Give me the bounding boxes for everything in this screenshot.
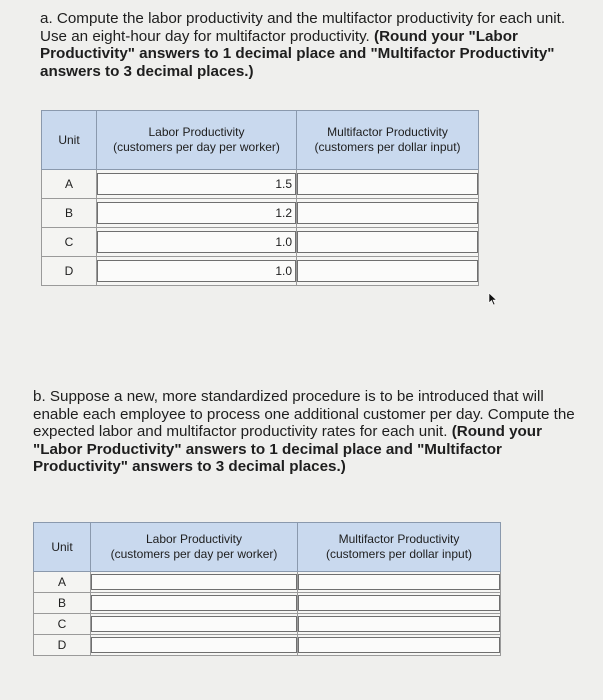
unit-label: D: [34, 635, 91, 656]
table-header-row: [42, 111, 479, 170]
part-b-rounding-note: (Round your "Labor Productivity" answers to 1 decimal place and "Multifactor Productivity" answers to 3 decimal places.): [33, 423, 542, 475]
labor-input-c[interactable]: 1.0: [97, 231, 296, 253]
unit-label: A: [34, 572, 91, 593]
multi-header-sub: (customers per dollar input): [325, 547, 473, 561]
multifactor-productivity-header: [298, 523, 501, 572]
labor-input-a[interactable]: 1.5: [97, 173, 296, 195]
unit-label: D: [42, 257, 97, 286]
labor-input-d[interactable]: [91, 637, 297, 653]
labor-input-b[interactable]: [91, 595, 297, 611]
labor-input-d[interactable]: 1.0: [97, 260, 296, 282]
labor-header-sub: (customers per day per worker): [113, 140, 280, 154]
part-b-instructions: [33, 388, 578, 476]
table-row: [42, 170, 479, 199]
table-row: [42, 228, 479, 257]
multi-header-title: Multifactor Productivity: [338, 532, 460, 546]
labor-input-a[interactable]: [91, 574, 297, 590]
table-row: [34, 572, 501, 593]
table-header-row: [34, 523, 501, 572]
table-row: [34, 614, 501, 635]
mouse-cursor-icon: [486, 292, 500, 306]
unit-label: C: [34, 614, 91, 635]
unit-header: Unit: [34, 523, 91, 572]
labor-header-sub: (customers per day per worker): [110, 547, 278, 561]
multifactor-input-b[interactable]: [298, 595, 500, 611]
table-row: [42, 199, 479, 228]
multi-header-title: Multifactor Productivity: [327, 125, 448, 139]
multi-header-sub: (customers per dollar input): [314, 140, 461, 154]
multifactor-input-b[interactable]: [297, 202, 478, 224]
table-row: [42, 257, 479, 286]
multifactor-input-d[interactable]: [297, 260, 478, 282]
table-row: [34, 593, 501, 614]
multifactor-input-c[interactable]: [298, 616, 500, 632]
unit-label: B: [34, 593, 91, 614]
unit-header: Unit: [42, 111, 97, 170]
unit-label: C: [42, 228, 97, 257]
labor-input-c[interactable]: [91, 616, 297, 632]
part-a-rounding-note: (Round your "Labor Productivity" answers to 1 decimal place and "Multifactor Productivity" answers to 3 decimal places.): [40, 27, 555, 80]
multifactor-input-d[interactable]: [298, 637, 500, 653]
part-a-prompt: a. Compute the labor productivity and the multifactor productivity for each unit. Use an eight-hour day for multifactor productivity.: [40, 10, 566, 45]
table-row: [34, 635, 501, 656]
labor-header-title: Labor Productivity: [145, 532, 243, 546]
part-a-table: [41, 110, 479, 286]
multifactor-productivity-header: [297, 111, 479, 170]
labor-input-b[interactable]: 1.2: [97, 202, 296, 224]
multifactor-input-c[interactable]: [297, 231, 478, 253]
part-a-instructions: [40, 10, 580, 80]
unit-label: B: [42, 199, 97, 228]
multifactor-input-a[interactable]: [297, 173, 478, 195]
unit-label: A: [42, 170, 97, 199]
part-b-table: [33, 522, 501, 656]
labor-productivity-header: [97, 111, 297, 170]
labor-productivity-header: [91, 523, 298, 572]
part-b-prompt: b. Suppose a new, more standardized procedure is to be introduced that will enable each employee to process one additional customer per day. Compute the expected labor and multifactor productivity rates for each unit.: [33, 388, 575, 440]
labor-header-title: Labor Productivity: [148, 125, 245, 139]
multifactor-input-a[interactable]: [298, 574, 500, 590]
